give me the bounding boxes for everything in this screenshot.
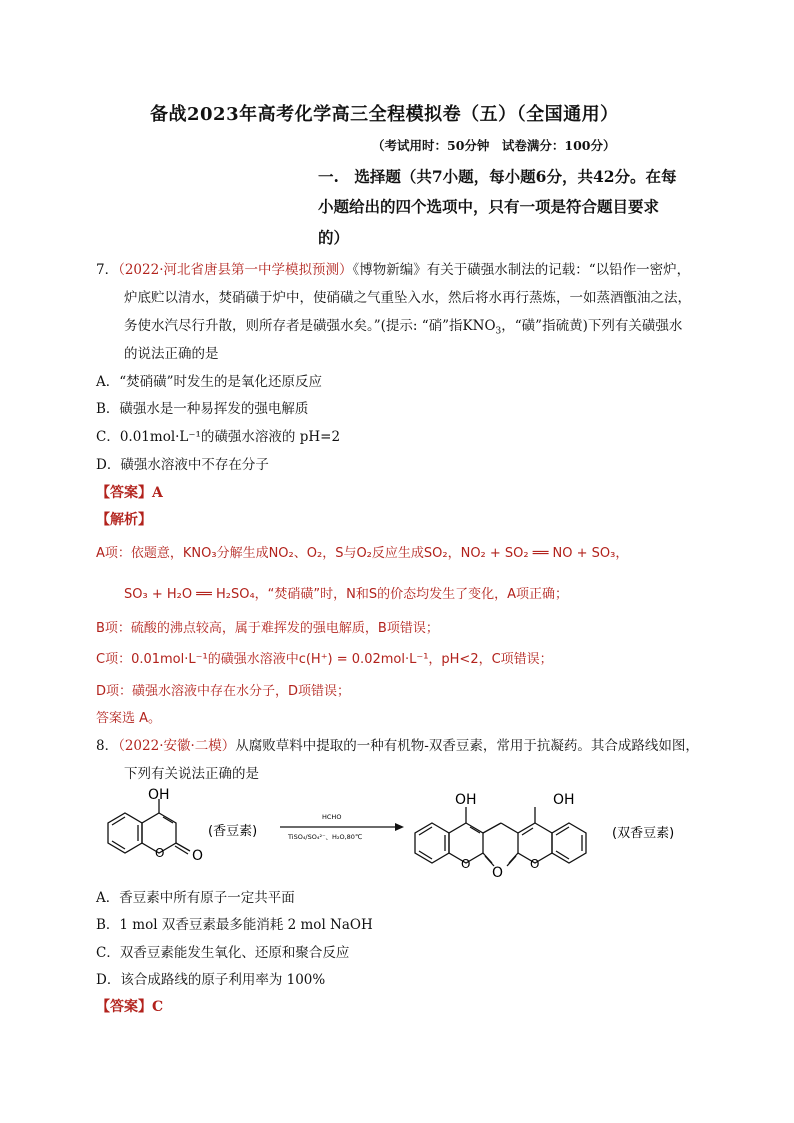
question-number: 8． xyxy=(96,738,119,754)
reagent-top: HCHO xyxy=(322,813,342,821)
coumarin-label: (香豆素) xyxy=(208,824,258,839)
answer-label: 【答案】C xyxy=(96,999,164,1015)
analysis-b: B项：硫酸的沸点较高，属于难挥发的强电解质，B项错误； xyxy=(96,621,439,636)
question-7-line4: 的说法正确的是 xyxy=(124,346,219,362)
carbonyl-oxygen-label: O xyxy=(492,865,504,881)
ring-oxygen-label: O xyxy=(155,846,165,860)
coumarin-structure xyxy=(108,799,190,854)
question-8-line1 xyxy=(96,734,699,754)
section-heading-line2: 小题给出的四个选项中，只有一项是符合题目要求 xyxy=(318,197,660,216)
question-8-line2: 下列有关说法正确的是 xyxy=(124,766,259,782)
section-heading-line3: 的） xyxy=(318,228,350,247)
question-7-line2: 炉底贮以清水，焚硝磺于炉中，使硝磺之气重坠入水，然后将水再行蒸炼，一如蒸酒甑油之法， xyxy=(124,290,691,306)
question-7-line1 xyxy=(96,258,690,278)
question-7-line3 xyxy=(124,314,682,337)
reagent-bottom: TiSO₄/SO₄²⁻、H₂O,80℃ xyxy=(288,833,363,841)
hydroxyl-label: OH xyxy=(553,792,575,808)
option-c: C．0.01mol·L⁻¹的磺强水溶液的 pH=2 xyxy=(96,429,341,445)
option-a: A．“焚硝磺”时发生的是氧化还原反应 xyxy=(96,374,323,390)
option-d: D．该合成路线的原子利用率为 100% xyxy=(96,972,326,988)
question-source: （2022·河北省唐县第一中学模拟预测） xyxy=(118,262,353,278)
question-source: （2022·安徽·二模） xyxy=(118,738,236,754)
option-a: A．香豆素中所有原子一定共平面 xyxy=(96,890,295,906)
subscript: 3 xyxy=(495,326,502,337)
question-number: 7． xyxy=(96,262,119,278)
analysis-label: 【解析】 xyxy=(96,512,152,528)
analysis-a-line1: A项：依题意，KNO₃分解生成NO₂、O₂，S与O₂反应生成SO₂，NO₂ + SO₂ ══ NO + SO₃， xyxy=(96,546,629,561)
analysis-conclusion: 答案选 A。 xyxy=(96,711,162,726)
analysis-c: C项：0.01mol·L⁻¹的磺强水溶液中c(H⁺) = 0.02mol·L⁻¹，pH<2，C项错误； xyxy=(96,652,553,667)
carbonyl-oxygen-label: O xyxy=(192,848,204,864)
page-title: 备战2023年高考化学高三全程模拟卷（五）（全国通用） xyxy=(150,104,619,125)
option-c: C．双香豆素能发生氧化、还原和聚合反应 xyxy=(96,945,350,961)
dicoumarol-structure xyxy=(415,807,586,866)
option-b: B．磺强水是一种易挥发的强电解质 xyxy=(96,401,309,417)
reaction-scheme xyxy=(90,785,710,885)
analysis-a-line2: SO₃ + H₂O ══ H₂SO₄，“焚硝磺”时，N和S的价态均发生了变化，A项正确； xyxy=(124,587,569,602)
reaction-arrow xyxy=(280,823,404,831)
option-d: D．磺强水溶液中不存在分子 xyxy=(96,457,269,473)
question-text: 《博物新编》有关于磺强水制法的记载：“以铅作一密炉， xyxy=(352,262,691,278)
hydroxyl-label: OH xyxy=(148,787,170,803)
dicoumarol-label: (双香豆素) xyxy=(612,826,675,841)
exam-info: （考试用时：50分钟 试卷满分：100分） xyxy=(372,138,616,153)
section-heading-line1: 一. 选择题（共7小题，每小题6分，共42分。在每 xyxy=(318,167,677,186)
hydroxyl-label: OH xyxy=(455,792,477,808)
question-text: 务使水汽尽行升散，则所存者是磺强水矣。”(提示: “硝”指KNO xyxy=(124,318,496,334)
option-b: B．1 mol 双香豆素最多能消耗 2 mol NaOH xyxy=(96,917,373,933)
analysis-d: D项：磺强水溶液中存在水分子，D项错误； xyxy=(96,684,351,699)
ring-oxygen-label: O xyxy=(530,857,540,871)
question-text: ，“磺”指硫黄)下列有关磺强水 xyxy=(501,318,683,334)
question-text: 从腐败草料中提取的一种有机物-双香豆素，常用于抗凝药。其合成路线如图， xyxy=(235,738,699,754)
ring-oxygen-label: O xyxy=(461,857,471,871)
answer-label: 【答案】A xyxy=(96,485,163,501)
